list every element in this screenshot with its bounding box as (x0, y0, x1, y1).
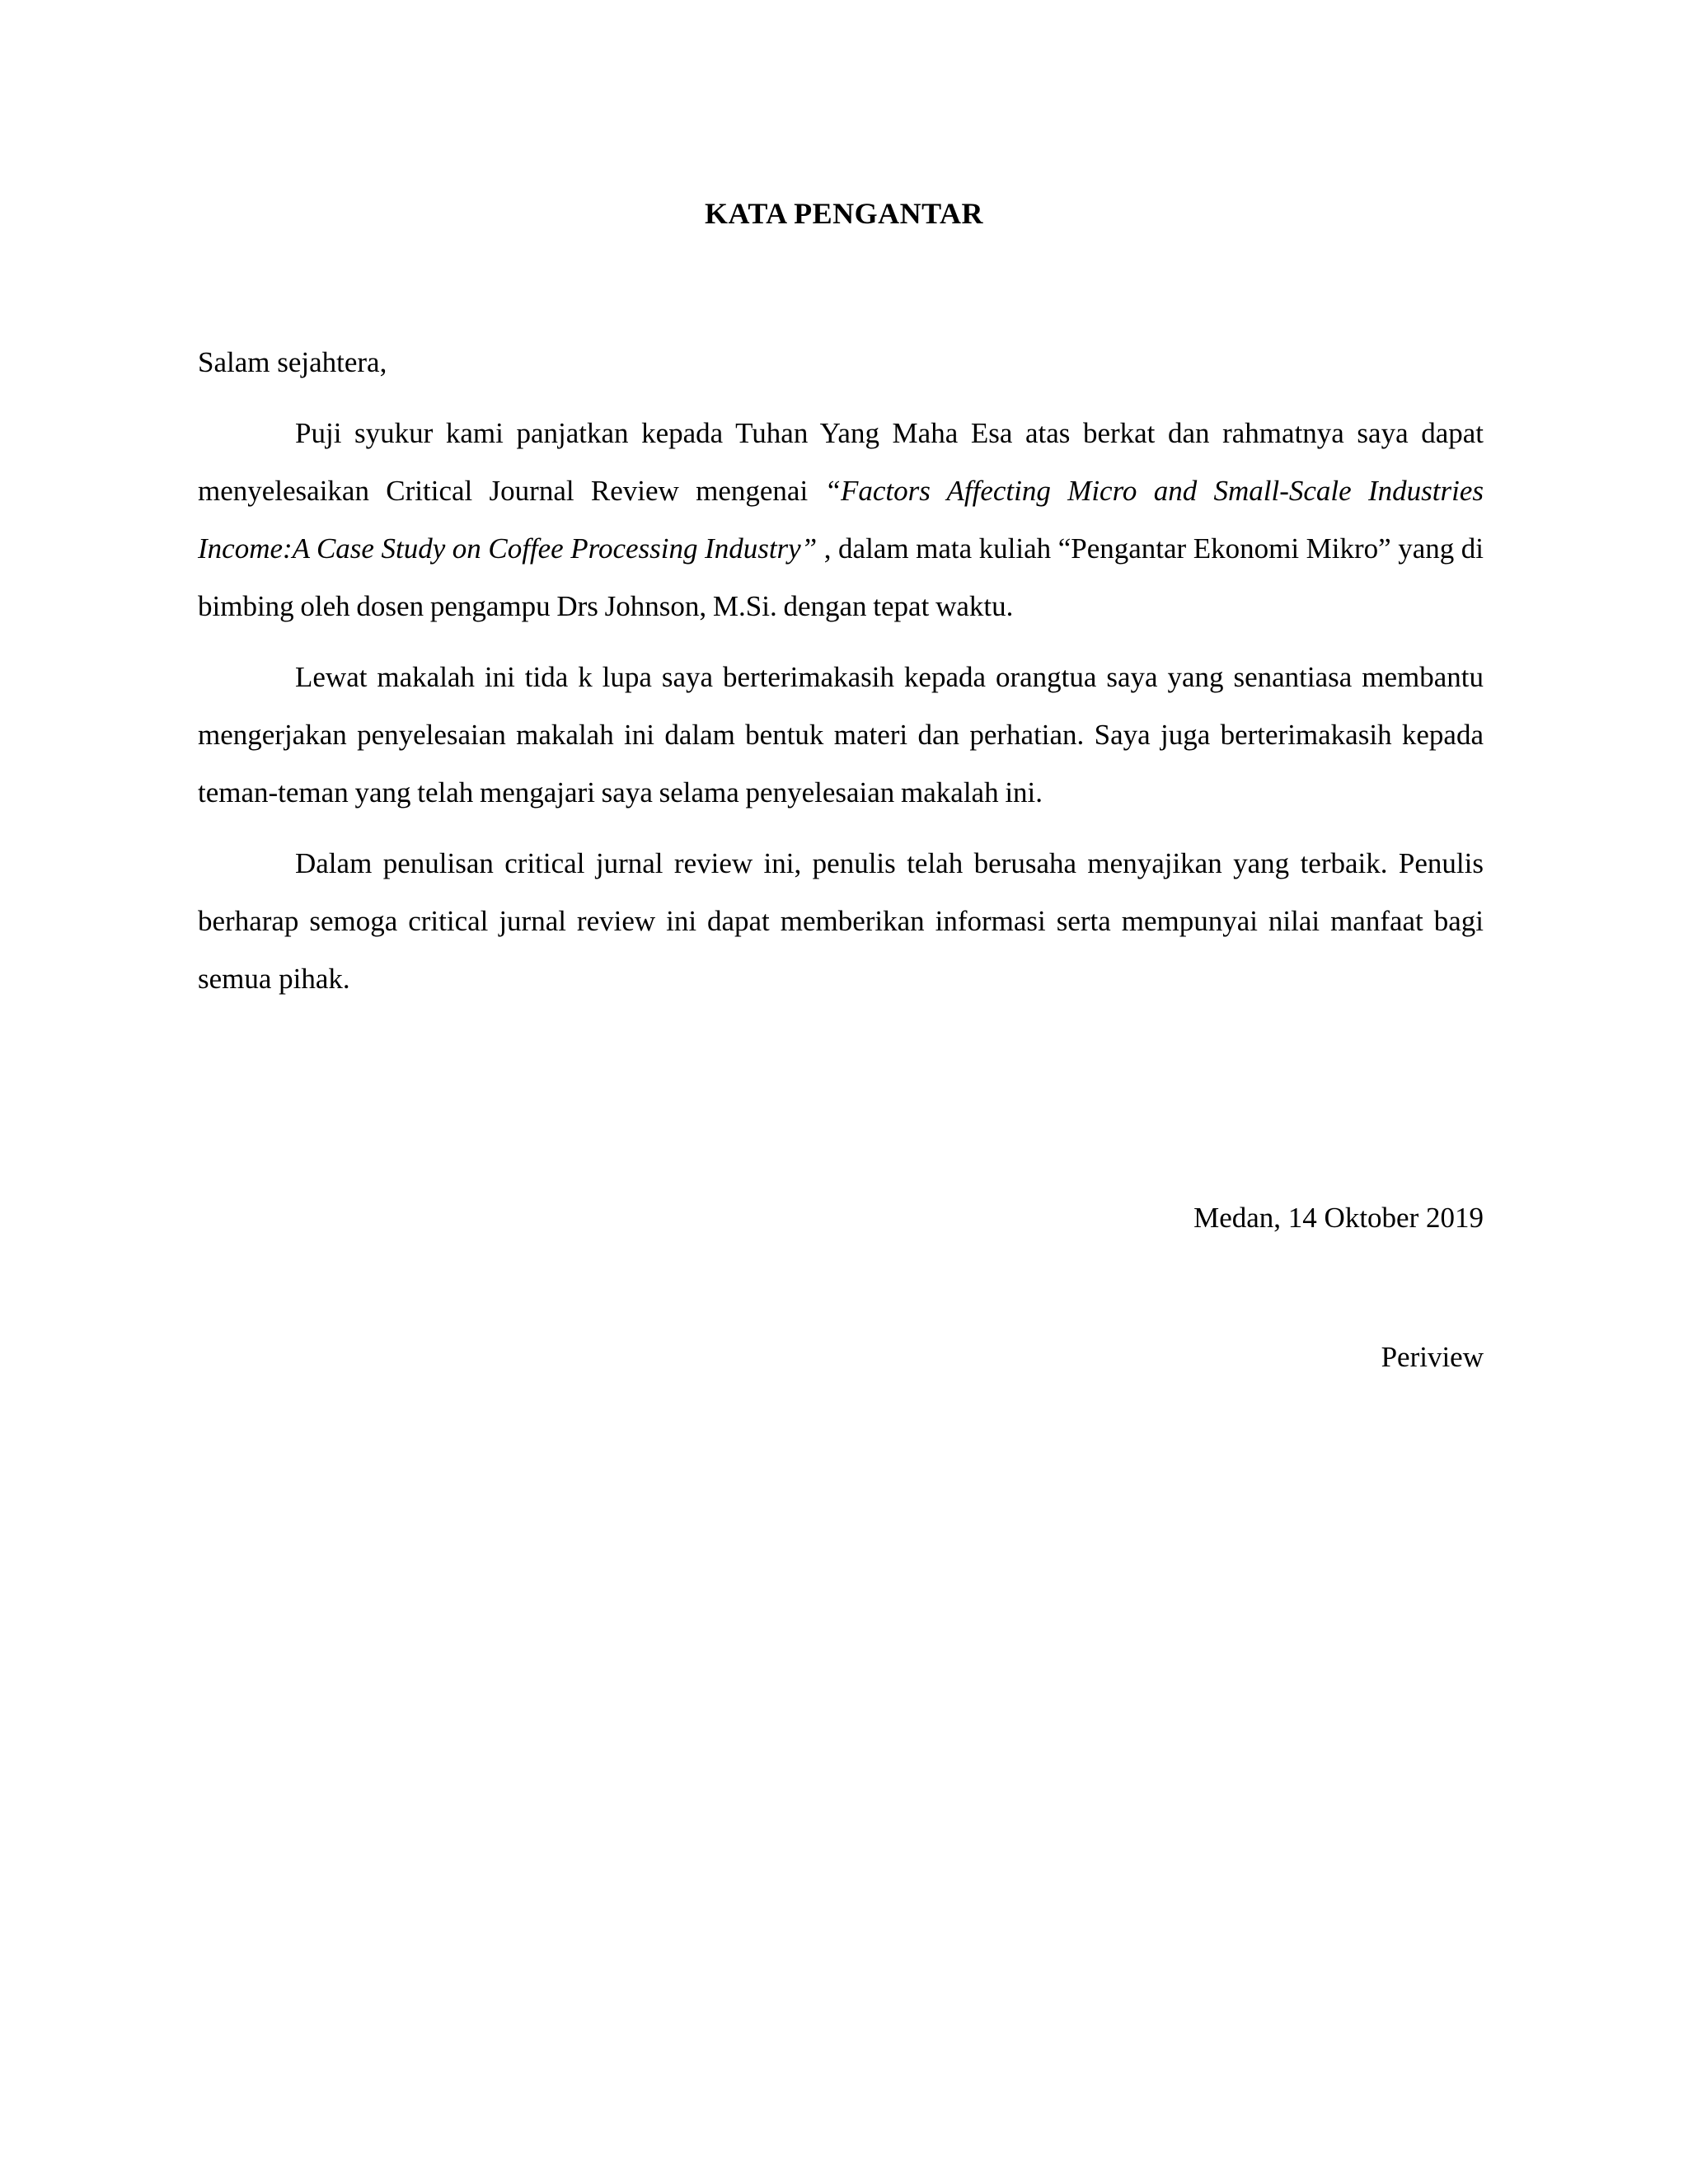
paragraph-3: Dalam penulisan critical jurnal review ini, penulis telah berusaha menyajikan yang terbaik. Penulis berharap semoga critical jurnal review ini dapat memberikan informasi serta mempunyai nilai manfaat bagi semua pihak. (198, 847, 1484, 995)
signer-name: Periview (1381, 1341, 1484, 1373)
journal-title: “Factors Affecting Micro and Small-Scale Industries Income:A Case Study on Coffee Processing Industry” (198, 475, 1484, 565)
place-and-date: Medan, 14 Oktober 2019 (1193, 1202, 1484, 1234)
paragraph-2: Lewat makalah ini tida k lupa saya berterimakasih kepada orangtua saya yang senantiasa membantu mengerjakan penyelesaian makalah ini dalam bentuk materi dan perhatian. Saya juga berterimakasih kepada teman-teman yang telah mengajari saya selama penyelesaian makalah ini. (198, 661, 1484, 808)
document-body (198, 334, 1484, 1021)
paragraph-1-text-start: Puji syukur kami panjatkan kepada Tuhan Yang Maha Esa atas berkat dan rahmatnya saya dapat menyelesaikan Critical Journal Review mengenai (198, 417, 1484, 507)
page-title: KATA PENGANTAR (704, 197, 983, 230)
greeting: Salam sejahtera, (198, 346, 387, 378)
paragraph-1-text-end: , dalam mata kuliah “Pengantar Ekonomi Mikro” yang di bimbing oleh dosen pengampu Drs Johnson, M.Si. dengan tepat waktu. (198, 532, 1484, 622)
paragraph-1 (198, 405, 1484, 635)
